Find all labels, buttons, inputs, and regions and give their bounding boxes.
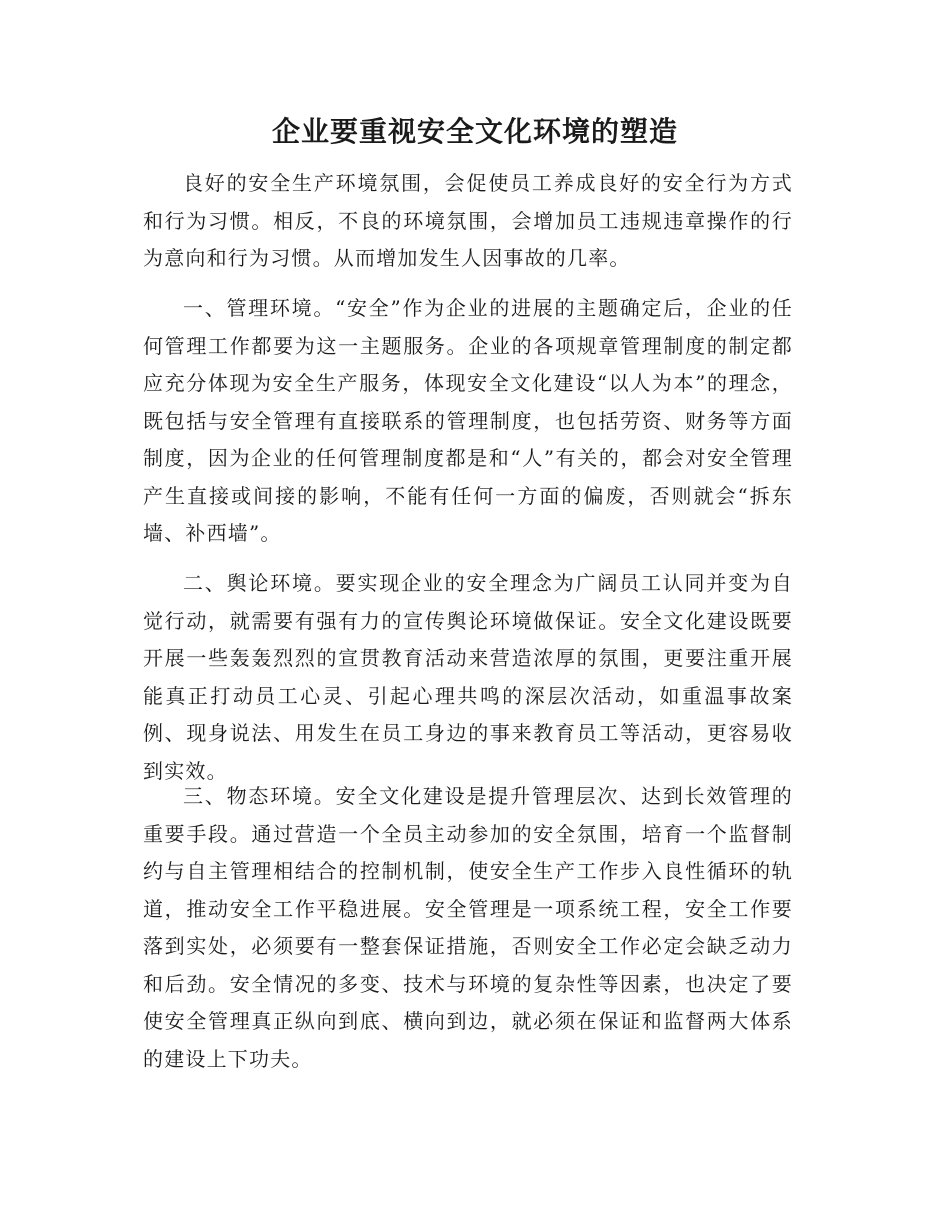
document-title: 企业要重视安全文化环境的塑造 (271, 115, 678, 148)
paragraph-management-environment: 一、管理环境。“安全”作为企业的进展的主题确定后，企业的任何管理工作都要为这一主题服务。企业的各项规章管理制度的制定都应充分体现为安全生产服务，体现安全文化建设“以人为本”的理念，既包括与安全管理有直接联系的管理制度，也包括劳资、财务等方面制度，因为企业的任何管理制度都是和“人”有关的，都会对安全管理产生直接或间接的影响，不能有任何一方面的偏废，否则就会“拆东墙、补西墙”。 (143, 296, 793, 545)
paragraph-public-opinion-environment: 二、舆论环境。要实现企业的安全理念为广阔员工认同并变为自觉行动，就需要有强有力的宣传舆论环境做保证。安全文化建设既要开展一些轰轰烈烈的宣贯教育活动来营造浓厚的氛围，更要注重开展能真正打动员工心灵、引起心理共鸣的深层次活动，如重温事故案例、现身说法、用发生在员工身边的事来教育员工等活动，更容易收到实效。 (143, 571, 793, 783)
paragraph-intro: 良好的安全生产环境氛围，会促使员工养成良好的安全行为方式和行为习惯。相反，不良的环境氛围，会增加员工违规违章操作的行为意向和行为习惯。从而增加发生人因事故的几率。 (143, 171, 793, 270)
paragraph-physical-environment: 三、物态环境。安全文化建设是提升管理层次、达到长效管理的重要手段。通过营造一个全员主动参加的安全氛围，培育一个监督制约与自主管理相结合的控制机制，使安全生产工作步入良性循环的轨道，推动安全工作平稳进展。安全管理是一项系统工程，安全工作要落到实处，必须要有一整套保证措施，否则安全工作必定会缺乏动力和后劲。安全情况的多变、技术与环境的复杂性等因素，也决定了要使安全管理真正纵向到底、横向到边，就必须在保证和监督两大体系的建设上下功夫。 (143, 784, 793, 1071)
